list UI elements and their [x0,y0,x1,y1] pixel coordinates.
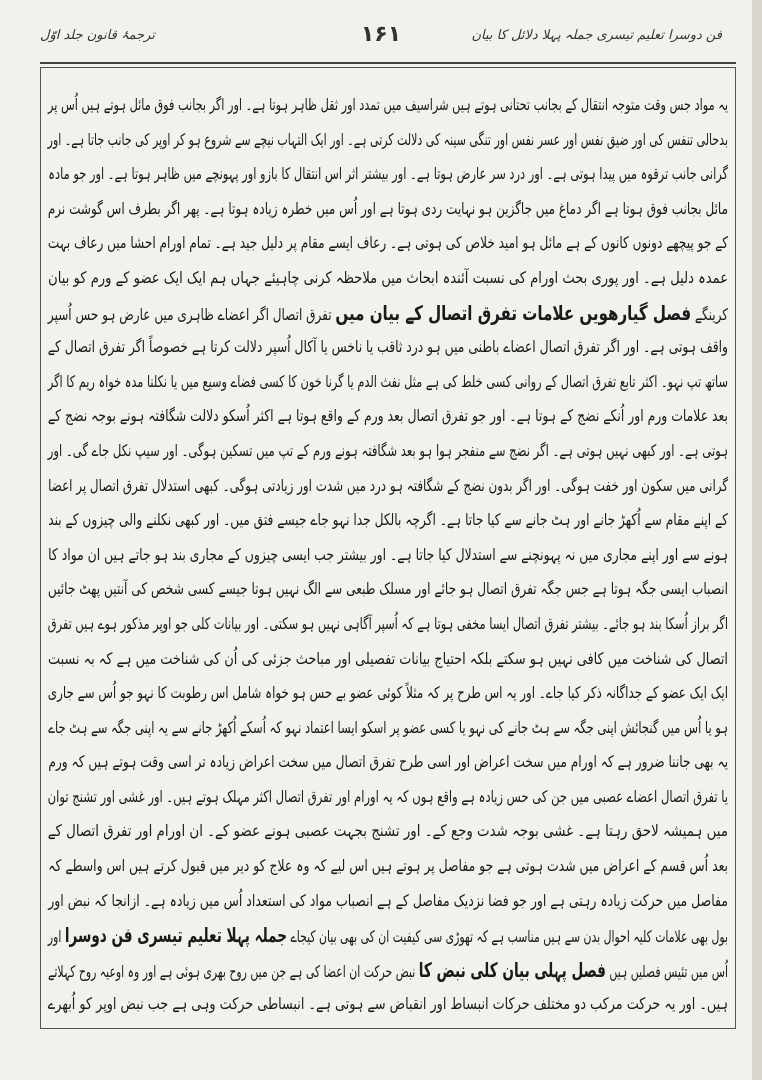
text-line [47,918,728,953]
section-heading: فصل گیارھویں علامات تفرق اتصال کے بیان میں [335,300,692,325]
text-line [48,261,728,296]
text-line [47,814,729,849]
text-segment: اتصال کی شناخت میں کافی نہیں ہو سکتے بلکہ احتیاج بیانات تفصیلی اور مباحث جزئی کی اُن کی شناخت میں ہے کہ بہ نسبت [48,648,729,668]
text-line [47,296,728,331]
text-line [47,676,729,711]
text-line [47,226,728,261]
header-section-title: فن دوسرا تعلیم تیسری جملہ پہلا دلائل کا بیان [471,28,722,43]
text-line [48,711,728,746]
text-line [47,192,729,227]
text-segment: بعد علامات ورم اور اُنکے نضج کے ہوتا ہے۔ اور جو تفرق اتصال بعد ورم کے واقع ہوتا ہے اکثر اُسکو دلالت شگافتہ ہونے بوجہ نضج کے [47,406,728,426]
text-segment: یا تفرق اتصال اعضاے عصبی میں جن کی حس زیادہ ہے واقع ہوں کہ یہ اورام اور تفرق اتصال اکثر مہلک ہوتے ہیں۔ اور غشی اور تشنج توان [47,786,729,806]
text-segment: گرانی میں سکون اور خفت ہوگی۔ اور اگر بدون نضج کے شگافتہ ہو درد میں شدت اور زیادتی ہوگی۔ کبھی استدلال تفرق اتصال پر اعضا [48,475,728,495]
text-line [48,884,728,919]
text-segment: اور [47,927,65,947]
text-segment: ہوتی ہے۔ اور کبھی نہیں ہوتی ہے۔ اگر نضج سے منفجر ہوا ہو بعد شگافتہ ہونے ورم کے تپ میں تسکین ہوگی۔ اور سیپ نکل جاے گی۔ اور [47,440,729,460]
text-segment: اگر براز اُسکا بند ہو جائے۔ بیشتر تفرق اتصال ایسا مخفی ہوتا ہے کہ اُسپر آگاہی نہیں ہو سکتی۔ اور بیانات کلی جو اوپر مذکور ہوے ہیں تفرق [47,613,728,633]
text-line [47,330,729,365]
text-line [48,538,728,573]
text-segment: نبض حرکت ان اعضا کی ہے جن میں روح بھری ہوئی ہے اور وہ اوعیہ روح کہلاتے [47,961,419,981]
text-segment: تفرق اتصال اگر اعضاے ظاہری میں عارض ہو حس اُسپر [47,304,336,324]
section-heading: جملہ پہلا تعلیم تیسری فن دوسرا [64,923,287,948]
text-segment: کے جو پیچھے دونوں کانوں کے ہے مائل ہو امید خلاص کی ہوتی ہے۔ رعاف ایسے مقام پر دلیل جید ہے۔ تمام اورام احشا میں رعاف بہت [47,233,728,253]
page-number: ۱۶۱ [360,22,402,47]
text-line [48,745,728,780]
text-line [47,434,729,469]
text-line [48,157,728,192]
text-segment: بعد اُس قسم کے اعراض میں شدت ہوتی ہے جو مفاصل پر ہوتے ہیں اس لیے کہ وہ علاج کو دیر میں قبول کرتے ہیں اس واسطے کہ [48,856,728,876]
text-segment: واقف ہوتی ہے۔ اور اگر تفرق اتصال اعضاے باطنی میں ہو درد ثاقب یا ناخس یا آکال اُسپر دلالت کرتا ہے خصوصاً اگر تفرق اتصال کے [47,337,729,357]
text-line [47,953,728,988]
header-rule-thick [40,62,736,64]
frame-bottom-rule [40,1028,736,1029]
text-segment: عمدہ دلیل ہے۔ اور پوری بحث اورام کی نسبت آئندہ ابحاث میں ملاحظہ کرنی چاہیئے جہاں ہم ایک ایک عضو کے ورم کو بیان [48,267,728,287]
header-book-title: ترجمۂ قانون جلد اوّل [40,28,155,43]
section-heading: فصل پہلی بیان کلی نبض کا [418,957,606,982]
text-line [48,503,728,538]
text-line [47,365,728,400]
running-header [40,20,722,56]
text-line [47,987,728,1022]
text-segment: انصباب ایسی جگہ ہوتا ہے جس جگہ تفرق اتصال ہو جائے اور مسلک طبعی سے الگ نہیں ہوتا جیسے کسی شخص کی آنتیں پھٹ جائیں [47,579,728,599]
text-segment: مائل بجانب فوق ہوتا ہے اگر دماغ میں جاگزین ہو نہایت ردی ہوتا ہے اور اُس میں خطرہ زیادہ ہوتا ہے۔ پھر اگر بطرف اس گوشت نرم [47,198,729,218]
text-segment: ایک ایک عضو کے جداگانہ ذکر کیا جاے۔ اور یہ اس طرح پر کہ مثلاً کوئی عضو بے حس ہو خواہ شامل اس رطوبت کا نہو جو اُس سے جاری [47,683,729,703]
text-segment: ہیں۔ اور یہ حرکت مرکب دو مختلف حرکات انبساط اور انقباض سے ہوتی ہے۔ انبساطی حرکت وہی ہے جب نبض اوپر کو اُبھرے [47,994,728,1014]
text-line [47,399,728,434]
text-segment: کرینگے [691,304,728,324]
text-line [48,849,728,884]
text-segment: گرانی جانب ترقوہ میں پیدا ہوتی ہے۔ اور درد سر عارض ہوتا ہے۔ اور بیشتر اثر اس انتقال کا بازو اور پہونچے میں ظاہر ہوتا ہے۔ اور جو مادہ [48,164,728,184]
text-line [47,572,728,607]
text-line [48,469,728,504]
text-line [47,780,729,815]
text-line [47,123,729,158]
page-body-text [48,88,728,1022]
text-segment: مفاصل میں حرکت زیادہ رہتی ہے اور جو فضا نزدیک مفاصل کے ہے انصباب مواد کی استعداد اُس میں زیادہ ہے۔ ازانجا کہ نبض اور [48,890,728,910]
text-segment: کے اپنے مقام سے اُکھڑ جانے اور ہٹ جانے سے کیا جاتا ہے۔ اگرچہ بالکل جدا نہو جاے جیسے فتق میں۔ اور کبھی نکلنے والی چیزوں کے بند [48,510,728,530]
text-line [48,642,729,677]
page-edge-shadow [752,0,762,1080]
text-segment: ہونے سے اور اپنے مجاری میں نہ پہونچنے سے استدلال کیا جاتا ہے۔ اور بیشتر جب ایسی چیزوں کے مجاری بند ہو جاتے ہیں ان مواد کا [48,544,728,564]
text-segment: بدحالی تنفس کی اور ضیق نفس اور عسر نفس اور تنگی سینہ کی دلالت کرتی ہے۔ اور ایک التہاب نیچے سے شروع ہو کر اوپر کی جانب جاتا ہے۔ اور [47,129,729,149]
text-line [47,607,728,642]
text-segment: بول بھی علامات کلیہ احوال بدن سے ہیں مناسب ہے کہ تھوڑی سی کیفیت ان کی بھی بیان کیجاے [286,927,728,947]
text-segment: یہ بھی جاننا ضرور ہے کہ اورام میں سخت اعراض اور اسی طرح تفرق اتصال میں سخت اعراض زیادہ تر اسی وقت ہوتے ہیں کہ ورم [48,752,728,772]
text-line [48,88,729,123]
text-segment: ہو یا اُس میں گنجائش اپنی جگہ سے ہٹ جانے کی نہو یا کسی عضو پر اسکو ایسا اعتماد نہو کہ اُسکے اُکھڑ جانے سے یہ اپنی جگہ سے ہٹ جاے [48,717,728,737]
text-segment: یہ مواد جس وقت متوجہ انتقال کے بجانب تحتانی ہوتے ہیں شراسیف میں تمدد اور ثقل ظاہر ہوتا ہے۔ اور اگر بجانب فوق مائل ہوتے ہیں اُس پر [48,95,729,114]
text-segment: میں ہمیشہ لاحق رہتا ہے۔ غشی بوجہ شدت وجع کے۔ اور تشنج بجہت عصبی ہونے عضو کے۔ ان اورام اور تفرق اتصال کے [47,821,729,841]
text-segment: اُس میں تئیس فصلیں ہیں [605,961,728,981]
text-segment: ساتھ تپ نہو۔ اکثر تابع تفرق اتصال کے روانی کسی خلط کی ہے مثل نفث الدم یا گرنا خون کا کسی فضاے وسیع میں یا نکلنا مدہ خواہ ریم کا اگر [47,371,728,391]
